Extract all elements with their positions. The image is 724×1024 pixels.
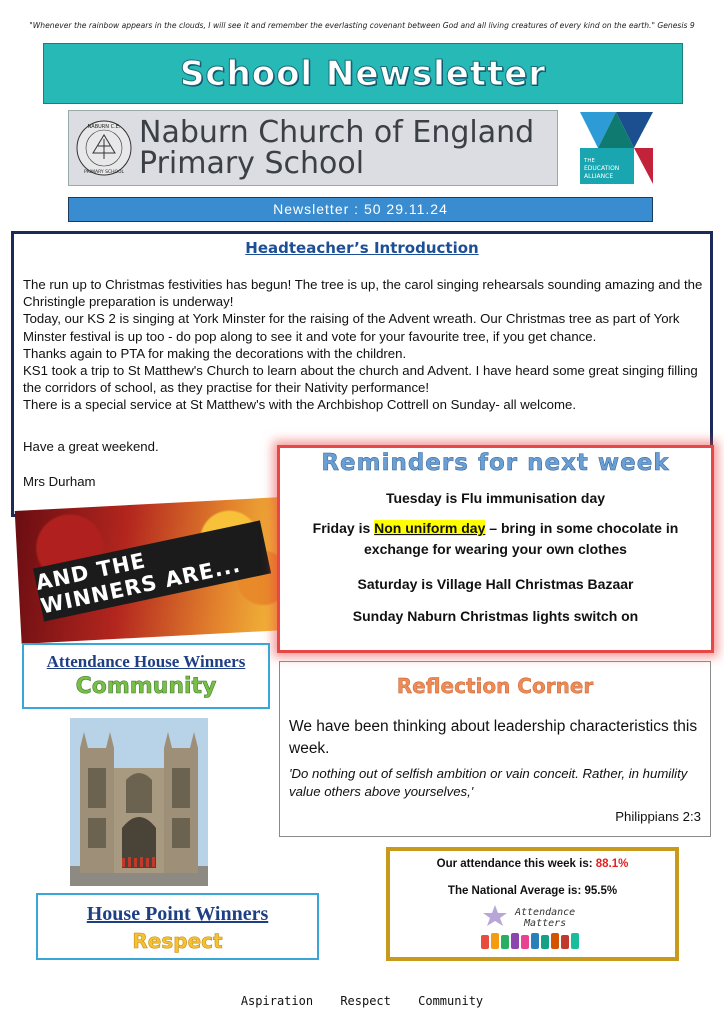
attendance-logo-line2: Matters xyxy=(524,918,567,929)
reflection-title: Reflection Corner xyxy=(396,674,594,698)
attendance-matters-text xyxy=(515,907,575,929)
reminders-title: Reminders for next week xyxy=(321,450,670,476)
headteacher-heading: Headteacher’s Introduction xyxy=(245,239,479,257)
education-alliance-logo xyxy=(578,110,655,186)
headteacher-signature: Mrs Durham xyxy=(23,474,96,489)
house-point-winner: Respect xyxy=(132,929,223,953)
attendance-matters-logo xyxy=(475,903,595,953)
headteacher-greeting: Have a great weekend. xyxy=(23,439,159,454)
school-crest-icon xyxy=(75,119,133,177)
national-average: The National Average is: 95.5% xyxy=(447,885,618,897)
reflection-corner-box xyxy=(279,661,711,837)
headteacher-paragraph: Today, our KS 2 is singing at York Minster for the raising of the Advent wreath. Our Christmas tree as part of York Minster festival is up too - do pop along to see it and vote for your favourite tree, if you get chance. xyxy=(23,311,680,344)
winners-announcement-image xyxy=(15,497,288,644)
headteacher-paragraph: Thanks again to PTA for making the decorations with the children. xyxy=(23,345,407,361)
reminder-friday-prefix: Friday is xyxy=(312,520,375,536)
attendance-house-title: Attendance House Winners xyxy=(46,652,246,671)
headteacher-body xyxy=(23,276,708,414)
footer-value: Aspiration xyxy=(240,994,314,1008)
attendance-house-winners-box xyxy=(22,643,270,709)
reflection-quote: 'Do nothing out of selfish ambition or vain conceit. Rather, in humility value others above yourselves,' xyxy=(289,766,688,799)
alliance-line2: EDUCATION xyxy=(584,165,620,172)
non-uniform-highlight: Non uniform day xyxy=(374,520,486,536)
crest-text-bottom: PRIMARY SCHOOL xyxy=(83,170,125,175)
reminder-saturday: Saturday is Village Hall Christmas Bazaar xyxy=(357,576,634,592)
winners-plate xyxy=(33,520,271,621)
attendance-week-value: 88.1% xyxy=(595,858,629,870)
attendance-week-label: Our attendance this week is: xyxy=(436,858,596,870)
newsletter-number-bar: Newsletter : 50 29.11.24 xyxy=(68,197,653,222)
headteacher-paragraph: KS1 took a trip to St Matthew's Church to learn about the church and Advent. I have heard some great singing filling the corridors of school, as they practise for their Nativity performance! xyxy=(23,363,698,396)
house-point-winners-box xyxy=(36,893,319,960)
reminder-sunday: Sunday Naburn Christmas lights switch on xyxy=(352,608,639,624)
alliance-line1: THE xyxy=(584,158,595,164)
attendance-house-winner: Community xyxy=(75,674,217,699)
winners-text: AND THE WINNERS ARE... xyxy=(33,548,243,619)
footer-value: Respect xyxy=(340,994,391,1008)
reflection-reference: Philippians 2:3 xyxy=(615,809,701,824)
reminder-friday-suffix: – bring in some chocolate in exchange for wearing your own clothes xyxy=(364,520,679,557)
school-name-line2: Primary School xyxy=(139,146,365,181)
school-name-line1: Naburn Church of England xyxy=(139,115,535,150)
attendance-this-week xyxy=(390,858,675,870)
footer-value: Community xyxy=(418,994,484,1008)
attendance-box xyxy=(386,847,679,961)
attendance-logo-line1: Attendance xyxy=(515,907,576,918)
newsletter-title: School Newsletter xyxy=(179,53,547,94)
school-name-box xyxy=(68,110,558,186)
reflection-body: We have been thinking about leadership characteristics this week. xyxy=(289,718,698,757)
crest-text-top: NABURN C.E. xyxy=(87,124,121,130)
alliance-line3: ALLIANCE xyxy=(584,173,614,180)
york-minster-photo xyxy=(70,718,208,886)
reminders-box xyxy=(277,445,714,653)
house-point-title: House Point Winners xyxy=(86,903,269,925)
header-quote: "Whenever the rainbow appears in the clouds, I will see it and remember the everlasting covenant between God and all living creatures of every kind on the earth." Genesis 9 xyxy=(29,21,695,30)
headteacher-paragraph: There is a special service at St Matthew's with the Archbishop Cottrell on Sunday- all welcome. xyxy=(23,397,576,413)
newsletter-title-banner xyxy=(43,43,683,104)
headteacher-paragraph: The run up to Christmas festivities has begun! The tree is up, the carol singing rehearsals sounding amazing and the Christingle preparation is underway! xyxy=(23,277,703,310)
school-values-footer xyxy=(0,994,724,1008)
school-name xyxy=(139,117,534,179)
reminder-tuesday: Tuesday is Flu immunisation day xyxy=(385,490,606,506)
reminder-friday xyxy=(280,518,711,560)
